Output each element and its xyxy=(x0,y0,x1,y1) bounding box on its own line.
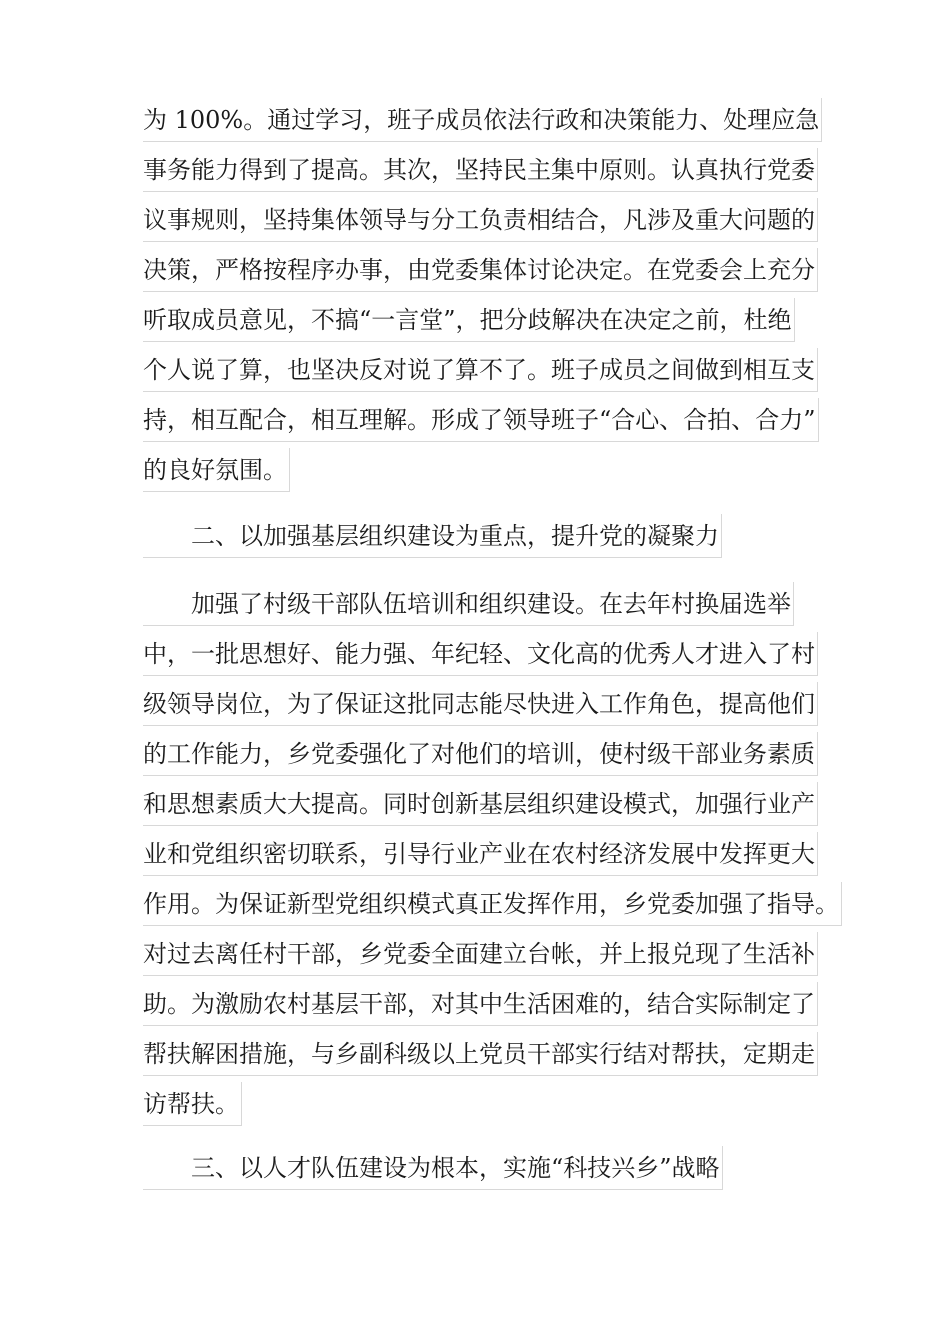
paragraph-1-line-2: 事务能力得到了提高。其次，坚持民主集中原则。认真执行党委 xyxy=(143,148,818,192)
paragraph-1-line-5: 听取成员意见，不搞“一言堂”，把分歧解决在决定之前，杜绝 xyxy=(143,298,795,342)
section-heading-3: 三、以人才队伍建设为根本，实施“科技兴乡”战略 xyxy=(143,1146,723,1190)
paragraph-1-line-4: 决策，严格按程序办事，由党委集体讨论决定。在党委会上充分 xyxy=(143,248,818,292)
paragraph-3-line-10: 帮扶解困措施，与乡副科级以上党员干部实行结对帮扶，定期走 xyxy=(143,1032,818,1076)
paragraph-3-line-3: 级领导岗位，为了保证这批同志能尽快进入工作角色，提高他们 xyxy=(143,682,818,726)
paragraph-3-line-8: 对过去离任村干部，乡党委全面建立台帐，并上报兑现了生活补 xyxy=(143,932,818,976)
paragraph-1-line-8: 的良好氛围。 xyxy=(143,448,290,492)
paragraph-1-line-1: 为 100%。通过学习，班子成员依法行政和决策能力、处理应急 xyxy=(143,98,822,142)
paragraph-3-line-2: 中，一批思想好、能力强、年纪轻、文化高的优秀人才进入了村 xyxy=(143,632,818,676)
paragraph-1-line-3: 议事规则，坚持集体领导与分工负责相结合，凡涉及重大问题的 xyxy=(143,198,818,242)
paragraph-3-line-4: 的工作能力，乡党委强化了对他们的培训，使村级干部业务素质 xyxy=(143,732,818,776)
paragraph-3-line-11: 访帮扶。 xyxy=(143,1082,242,1126)
paragraph-3-line-9: 助。为激励农村基层干部，对其中生活困难的，结合实际制定了 xyxy=(143,982,818,1026)
paragraph-3-line-6: 业和党组织密切联系，引导行业产业在农村经济发展中发挥更大 xyxy=(143,832,818,876)
paragraph-1-line-6: 个人说了算，也坚决反对说了算不了。班子成员之间做到相互支 xyxy=(143,348,818,392)
paragraph-1-line-7: 持，相互配合，相互理解。形成了领导班子“合心、合拍、合力” xyxy=(143,398,819,442)
paragraph-3-line-7: 作用。为保证新型党组织模式真正发挥作用，乡党委加强了指导。 xyxy=(143,882,842,926)
paragraph-3-line-5: 和思想素质大大提高。同时创新基层组织建设模式，加强行业产 xyxy=(143,782,818,826)
paragraph-3-line-1: 加强了村级干部队伍培训和组织建设。在去年村换届选举 xyxy=(143,582,794,626)
section-heading-2: 二、以加强基层组织建设为重点，提升党的凝聚力 xyxy=(143,514,722,558)
